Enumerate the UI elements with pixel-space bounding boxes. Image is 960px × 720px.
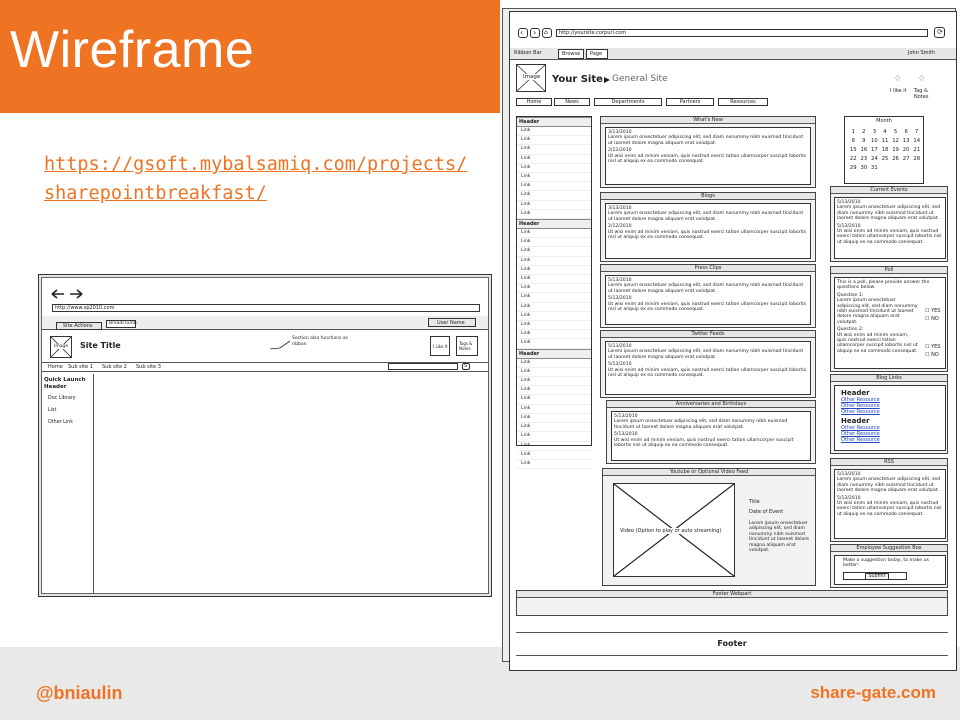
calendar-day[interactable]: 5	[893, 129, 898, 135]
tags-label: Tag & Notes	[914, 88, 929, 100]
suggestion-header: Employee Suggestion Box	[831, 545, 947, 552]
post-date: 5/13/2010	[837, 495, 861, 501]
browser-nav-icon	[50, 288, 86, 300]
refresh-icon: ⟳	[937, 28, 943, 36]
calendar-day[interactable]: 27	[902, 156, 910, 162]
post-text: Lorem ipsum onsectetuer adipiscing elit, sed diam nonummy nibh euismod tincidunt ut laoreet dolore magna aliquam erat volutpat.	[608, 135, 804, 146]
triangle-right-icon	[603, 76, 611, 84]
calendar-day[interactable]: 15	[849, 147, 857, 153]
left-column-link[interactable]: Link	[517, 238, 591, 247]
calendar-day[interactable]: 18	[881, 147, 889, 153]
post-date: 5/13/2010	[614, 414, 638, 419]
calendar-grid	[848, 129, 922, 171]
big-url-bar[interactable]	[556, 29, 928, 37]
small-image-placeholder	[50, 336, 72, 358]
whats-new-panel	[600, 116, 816, 188]
left-column-link[interactable]: Link	[517, 460, 591, 469]
user-name-button[interactable]	[428, 318, 476, 327]
small-site-title: Site Title	[80, 341, 121, 350]
left-column-link[interactable]: Link	[517, 155, 591, 164]
poll-q1-yes[interactable]	[925, 308, 940, 314]
calendar-day[interactable]: 6	[904, 129, 908, 135]
left-column-link[interactable]: Link	[517, 201, 591, 210]
post-text: Lorem ipsum onsectetuer adipiscing elit, sed diam nonummy nibh euismod tincidunt ut laoreet dolore magna aliquam erat volutpat.	[608, 283, 804, 294]
post-date: 5/13/2010	[614, 432, 638, 438]
post-text: Ut wisi enim ad minim veniam, quis nostrud exerci tation ullamcorper suscipit lobortis nisl ut aliquip ex ea commodo consequat.	[614, 437, 794, 449]
calendar-day[interactable]: 17	[871, 147, 878, 153]
calendar-day[interactable]: 23	[860, 156, 868, 162]
big-wireframe	[502, 8, 956, 662]
calendar-day[interactable]: 29	[849, 165, 857, 171]
nav-home[interactable]: Home	[516, 98, 552, 106]
left-column-link[interactable]: Link	[517, 432, 591, 441]
calendar-day[interactable]: 24	[871, 156, 878, 162]
small-search-input[interactable]	[388, 363, 458, 370]
post-text: Lorem ipsum onsectetuer adipiscing elit, sed diam nonummy nibh euismod tincidunt ut laoreet dolore magna aliquam erat volutpat.	[837, 477, 941, 494]
video-panel	[602, 468, 816, 586]
calendar-month: Month	[876, 118, 892, 124]
left-column-link[interactable]: Link	[517, 266, 591, 275]
post-date: 3/13/2010	[608, 206, 632, 211]
calendar-day[interactable]: 14	[913, 138, 921, 144]
left-column-link[interactable]: Link	[517, 210, 591, 219]
left-column-link[interactable]: Link	[517, 423, 591, 432]
left-column-link[interactable]: Link	[517, 127, 591, 136]
post-text: Ut wisi enim ad minim veniam, quis nostrud exerci tation ullamcorper suscipit lobortis nisl ut aliquip ex ea commodo consequat.	[837, 501, 942, 517]
poll-question-1: Question 1:	[837, 292, 864, 298]
post-text: Ut wisi enim ad minim veniam, quis nostrud exerci tation ullamcorper suscipit lobortis nisl ut aliquip ex ea commodo consequat.	[608, 153, 807, 165]
post-text: Lorem ipsum onsectetuer adipiscing elit, sed diam nonummy nibh euismod tincidunt ut laoreet dolore magna aliquam erat volutpat.	[608, 349, 804, 360]
left-column-link[interactable]: Link	[517, 275, 591, 284]
nav-departments[interactable]: Departments	[594, 98, 662, 106]
calendar-day[interactable]: 28	[913, 156, 921, 162]
footer-label: Footer	[717, 639, 747, 648]
blog-links-group-header: Header	[841, 389, 870, 397]
twitter-feeds-header: Twitter Feeds	[601, 331, 815, 338]
left-link-column	[516, 116, 592, 466]
blog-links-header: Blog Links	[831, 375, 947, 382]
nav-sub-site-3[interactable]: Sub site 3	[136, 364, 161, 370]
left-column-link[interactable]: Link	[517, 330, 591, 339]
calendar-day[interactable]: 13	[902, 138, 910, 144]
current-events-panel	[830, 186, 948, 262]
big-ribbon	[510, 48, 956, 60]
suggestion-body	[834, 555, 946, 585]
post-date: 5/13/2010	[837, 472, 861, 477]
current-events-body	[834, 197, 946, 259]
poll-header: Poll	[831, 267, 947, 274]
rss-header: RSS	[831, 459, 947, 466]
poll-panel	[830, 266, 948, 372]
post-text: Lorem ipsum onsectetuer adipiscing elit, sed diam nonummy nibh euismod tincidunt ut laoreet dolore magna aliquam erat volutpat.	[608, 211, 804, 222]
post-date: 5/13/2010	[608, 296, 632, 302]
blog-link[interactable]: Other Resource	[841, 431, 880, 437]
poll-yes-label: YES	[931, 308, 941, 314]
small-search-button[interactable]	[462, 363, 470, 370]
poll-no-label: NO	[931, 316, 939, 322]
checkbox-icon: ☐	[925, 308, 930, 314]
press-clips-header: Press Clips	[601, 265, 815, 272]
big-image-placeholder	[516, 64, 546, 92]
user-name-label: User Name	[437, 320, 465, 326]
post-date: 5/13/2010	[837, 223, 861, 229]
anniversaries-body	[611, 411, 811, 461]
left-column-link[interactable]: Link	[517, 136, 591, 145]
ribbon-note: Section also functions as ribbon	[292, 336, 348, 347]
big-wireframe-browser	[509, 11, 957, 671]
press-clips-panel	[600, 264, 816, 328]
calendar-day[interactable]: 22	[849, 156, 857, 162]
post-date: 2/12/2010	[608, 224, 632, 230]
general-site-label: General Site	[612, 74, 668, 84]
left-column-link[interactable]: Link	[517, 257, 591, 266]
post-text: Ut wisi enim ad minim veniam, quis nostrud exerci tation ullamcorper suscipit lobortis nisl ut aliquip ex ea commodo consequat.	[837, 229, 942, 245]
post-date: 3/13/2010	[608, 130, 632, 135]
blogs-body	[605, 203, 811, 259]
quick-launch-doc-library[interactable]: Doc Library	[48, 396, 76, 401]
blog-link[interactable]: Other Resource	[841, 403, 880, 409]
big-image-label: Image	[523, 74, 541, 80]
video-date: Date of Event	[749, 509, 784, 515]
tag-icon[interactable]: ♢	[918, 74, 926, 83]
calendar-day[interactable]: 1	[851, 129, 855, 135]
video-title: Title	[749, 499, 760, 505]
blog-links-panel	[830, 374, 948, 454]
blogs-header: Blogs	[601, 193, 815, 200]
twitter-handle[interactable]: @bniaulin	[36, 683, 123, 703]
blog-links-group-header: Header	[841, 417, 870, 425]
callout-line-icon	[270, 340, 292, 350]
post-text: Ut wisi enim ad minim veniam, quis nostrud exerci tation ullamcorper suscipit lobortis nisl ut aliquip ex ea commodo consequat.	[608, 229, 807, 241]
calendar-day[interactable]: 8	[851, 138, 855, 144]
breadcrumb-label: Breadcrumb	[109, 321, 137, 326]
blog-link[interactable]: Other Resource	[841, 397, 880, 403]
calendar-day[interactable]: 7	[915, 129, 919, 135]
blog-link[interactable]: Other Resource	[841, 437, 880, 443]
tags-label: Tags & Notes	[459, 341, 473, 351]
home-button[interactable]	[542, 28, 552, 38]
calendar-day[interactable]: 30	[860, 165, 868, 171]
video-header: Youtube or Optional Video Feed	[603, 469, 815, 476]
left-column-header: Header	[517, 219, 591, 229]
twitter-feeds-body	[605, 341, 811, 395]
suggestion-panel	[830, 544, 948, 588]
calendar-day[interactable]: 12	[892, 138, 899, 144]
browse-tab[interactable]: Browse	[558, 49, 584, 59]
left-column-link[interactable]: Link	[517, 451, 591, 460]
left-column-link[interactable]: Link	[517, 395, 591, 404]
like-label: I Like It	[433, 344, 448, 349]
anniversaries-panel	[606, 400, 816, 464]
poll-yes-label: YES	[931, 344, 941, 350]
back-button[interactable]	[518, 28, 528, 38]
left-column-link[interactable]: Link	[517, 303, 591, 312]
rss-body	[834, 469, 946, 539]
left-column-link[interactable]: Link	[517, 173, 591, 182]
like-icon[interactable]: ♢	[894, 74, 902, 83]
poll-question-2-text: Ut wisi enim ad minim veniam, quis nostrud exerci tation ullamcorper suscipit lobortis nisl ut aliquip ex ea commodo consequat.	[837, 332, 918, 354]
left-column-link[interactable]: Link	[517, 359, 591, 368]
suggestion-text: Make a suggestion today, to make us better!	[843, 558, 929, 569]
post-date: 2/12/2010	[608, 148, 632, 154]
anniversaries-header: Anniversaries and Birthdays	[607, 401, 815, 408]
small-image-label: Image	[54, 344, 69, 349]
left-column-link[interactable]: Link	[517, 191, 591, 200]
quick-launch-list[interactable]: List	[48, 408, 57, 413]
user-menu[interactable]: John Smith	[908, 50, 936, 56]
press-clips-body	[605, 275, 811, 325]
checkbox-icon: ☐	[925, 344, 930, 350]
calendar-day[interactable]: 4	[883, 129, 887, 135]
post-text: Ut wisi enim ad minim veniam, quis nostrud exerci tation ullamcorper suscipit lobortis nisl ut aliquip ex ea commodo consequat.	[608, 301, 807, 313]
post-text: Ut wisi enim ad minim veniam, quis nostrud exerci tation ullamcorper suscipit lobortis nisl ut aliquip ex ea commodo consequat.	[608, 367, 807, 379]
poll-no-label: NO	[931, 352, 939, 358]
like-label: I like it	[890, 88, 907, 94]
post-text: Lorem ipsum onsectetuer adipiscing elit, sed diam nonummy nibh euismod tincidunt ut laoreet dolore magna aliquam erat volutpat.	[614, 419, 788, 430]
poll-question-1-text: Lorem ipsum onsectetuer adipiscing elit, sed diam nonummy nibh euismod tincidunt ut laoreet dolore magna aliquam erat volutpat.	[837, 298, 918, 325]
submit-button[interactable]: Submit	[865, 573, 889, 580]
small-url-bar[interactable]	[52, 304, 480, 312]
project-link[interactable]: https://gsoft.mybalsamiq.com/projects/sharepointbreakfast/	[44, 154, 468, 204]
checkbox-icon: ☐	[925, 316, 930, 322]
left-column-link[interactable]: Link	[517, 293, 591, 302]
calendar-day[interactable]: 3	[872, 129, 877, 135]
left-column-link[interactable]: Link	[517, 386, 591, 395]
left-column-link[interactable]: Link	[517, 312, 591, 321]
left-column-link[interactable]: Link	[517, 145, 591, 154]
calendar-day[interactable]: 25	[881, 156, 889, 162]
calendar-day[interactable]: 31	[871, 165, 878, 171]
slide-title: Wireframe	[10, 21, 255, 79]
left-column-link[interactable]: Link	[517, 442, 591, 451]
left-column-link[interactable]: Link	[517, 405, 591, 414]
calendar-day[interactable]: 11	[881, 138, 889, 144]
calendar-day[interactable]: 20	[902, 147, 910, 153]
left-column-link[interactable]: Link	[517, 321, 591, 330]
current-events-header: Current Events	[831, 187, 947, 194]
quick-launch-header: Quick Launch Header	[44, 377, 86, 390]
rss-panel	[830, 458, 948, 542]
poll-body	[834, 277, 946, 369]
left-column-link[interactable]: Link	[517, 414, 591, 423]
left-column-header: Header	[517, 117, 591, 127]
post-text: Lorem ipsum onsectetuer adipiscing elit, sed diam nonummy nibh euismod tincidunt ut laoreet dolore magna aliquam erat volutpat.	[837, 205, 941, 222]
blog-link[interactable]: Other Resource	[841, 425, 880, 431]
nav-partners[interactable]: Partners	[666, 98, 714, 106]
left-column-link[interactable]: Link	[517, 247, 591, 256]
nav-news[interactable]: News	[554, 98, 590, 106]
left-column-link[interactable]: Link	[517, 284, 591, 293]
ribbon-bar-label: Ribbon Bar	[514, 50, 542, 56]
calendar-day[interactable]: 21	[913, 147, 921, 153]
poll-intro: This is a poll, please provide answer the questions below.	[837, 280, 930, 291]
post-date: 5/13/2010	[608, 362, 632, 368]
blog-links-body	[834, 385, 946, 451]
nav-resources[interactable]: Resources	[718, 98, 768, 106]
search-icon: S	[464, 363, 468, 369]
left-column-link[interactable]: Link	[517, 229, 591, 238]
calendar-day[interactable]: 19	[892, 147, 899, 153]
home-icon: ⌂	[544, 29, 548, 36]
checkbox-icon: ☐	[925, 352, 930, 358]
calendar-day[interactable]: 26	[892, 156, 899, 162]
poll-q1-no[interactable]	[925, 316, 939, 322]
whats-new-body	[605, 127, 811, 185]
page-footer	[516, 632, 948, 656]
footer-webpart-header: Footer Webpart	[517, 591, 947, 598]
poll-q2-no[interactable]	[925, 352, 939, 358]
refresh-button[interactable]	[934, 27, 945, 38]
calendar-panel	[844, 116, 924, 184]
calendar-day[interactable]: 10	[871, 138, 878, 144]
big-url-text: http://yoursite.corpurl.com	[559, 30, 627, 36]
forward-button[interactable]	[530, 28, 540, 38]
blog-link[interactable]: Other Resource	[841, 409, 880, 415]
small-wireframe-browser	[41, 277, 489, 594]
footer-webpart	[516, 590, 948, 616]
left-column-link[interactable]: Link	[517, 164, 591, 173]
small-top-nav	[42, 362, 488, 372]
site-url[interactable]: share-gate.com	[810, 683, 936, 702]
twitter-feeds-panel	[600, 330, 816, 398]
video-player[interactable]	[613, 483, 735, 577]
calendar-day[interactable]: 16	[860, 147, 868, 153]
poll-question-2: Question 2:	[837, 327, 864, 333]
small-wireframe	[38, 274, 492, 597]
left-column-link[interactable]: Link	[517, 377, 591, 386]
nav-sub-site-2[interactable]: Sub site 2	[102, 364, 127, 370]
site-actions-label: Site Actions	[63, 323, 93, 329]
post-date: 5/13/2010	[608, 344, 632, 349]
blogs-panel	[600, 192, 816, 262]
tags-notes-button[interactable]	[456, 336, 478, 356]
quick-launch-other-link[interactable]: Other Link	[48, 420, 73, 425]
small-url-text: http://www.sp2010.com	[55, 305, 115, 311]
small-quick-launch	[42, 374, 94, 593]
breadcrumb-tab[interactable]	[106, 320, 136, 328]
post-date: 5/13/2010	[837, 200, 861, 205]
post-date: 5/13/2010	[608, 278, 632, 283]
calendar-day[interactable]: 2	[862, 129, 866, 135]
your-site-title: Your Site	[552, 74, 603, 85]
whats-new-header: What's New	[601, 117, 815, 124]
nav-home[interactable]: Home	[48, 364, 63, 370]
page-tab[interactable]: Page	[586, 49, 608, 59]
left-column-link[interactable]: Link	[517, 182, 591, 191]
calendar-day[interactable]: 9	[862, 138, 866, 144]
left-column-link[interactable]: Link	[517, 368, 591, 377]
back-icon: ‹	[520, 28, 524, 37]
poll-q2-yes[interactable]	[925, 344, 940, 350]
video-caption: Video (Option to play or auto streaming)	[620, 528, 722, 534]
site-actions-tab[interactable]	[56, 322, 102, 330]
nav-sub-site-1[interactable]: Sub site 1	[68, 364, 93, 370]
i-like-it-button[interactable]	[430, 336, 450, 356]
forward-icon: ›	[533, 28, 537, 37]
left-column-link[interactable]: Link	[517, 339, 591, 348]
left-column-header: Header	[517, 349, 591, 359]
video-text: Lorem ipsum onsectetuer adipiscing elit, sed diam nonummy nibh euismod tincidunt ut laoreet dolore magna aliquam erat volutpat.	[749, 521, 809, 554]
